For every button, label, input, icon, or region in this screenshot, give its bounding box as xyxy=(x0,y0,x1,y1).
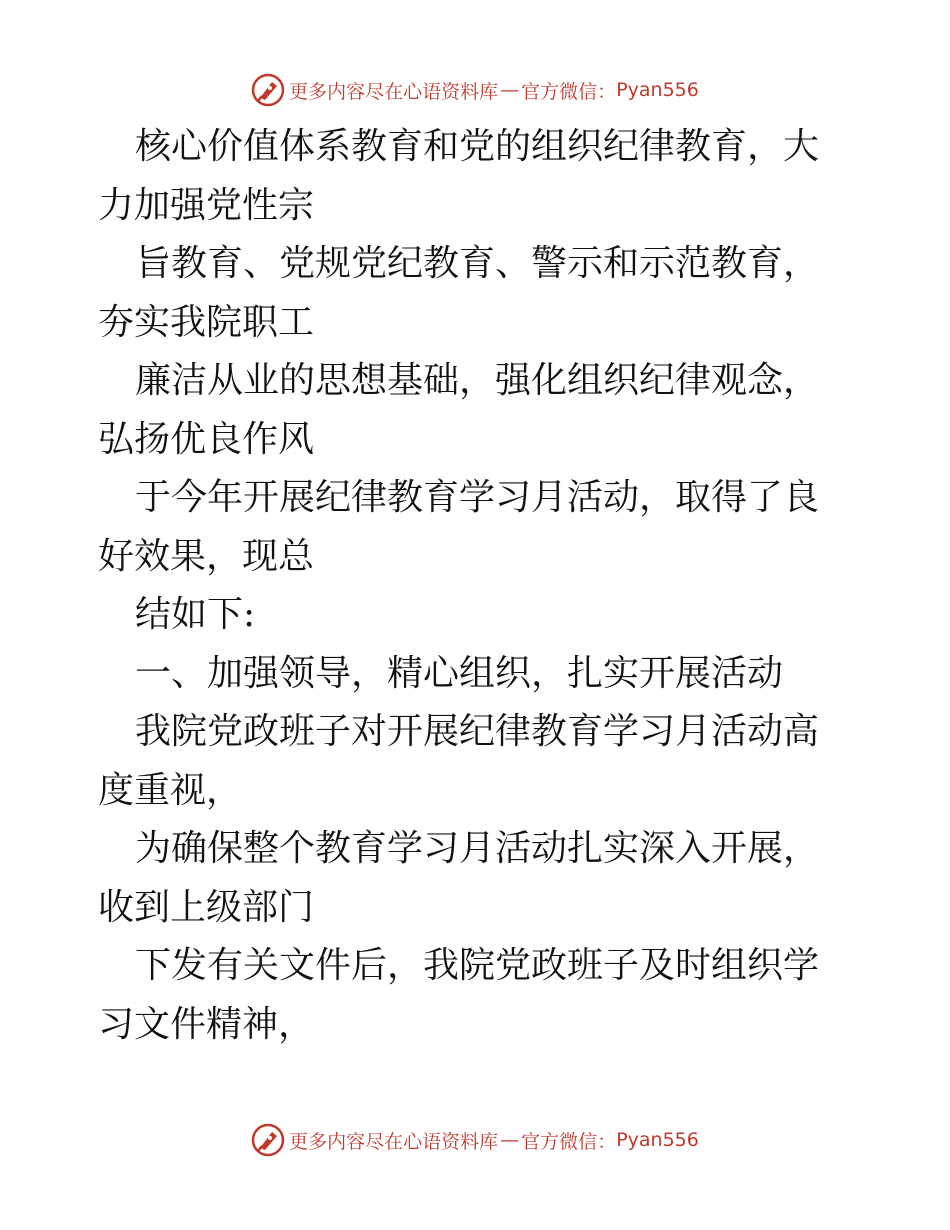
paragraph: 旨教育、党规党纪教育、警示和示范教育，夯实我院职工 xyxy=(98,243,820,343)
footer-watermark-banner xyxy=(0,1120,950,1160)
banner-wechat-id: Pyan556 xyxy=(616,1129,699,1151)
banner-text: 更多内容尽在心语资料库 xyxy=(289,1130,499,1153)
header-watermark-banner xyxy=(0,70,950,110)
banner-separator: — xyxy=(500,79,520,101)
banner-wechat-label: 官方微信： xyxy=(521,80,617,103)
pen-nib-logo-icon xyxy=(251,73,285,107)
paragraph: 结如下: xyxy=(135,594,256,635)
paragraph: 下发有关文件后，我院党政班子及时组织学习文件精神， xyxy=(98,945,820,1045)
paragraph: 我院党政班子对开展纪律教育学习月活动高度重视， xyxy=(98,711,820,811)
document-body xyxy=(98,118,854,1054)
paragraph: 为确保整个教育学习月活动扎实深入开展，收到上级部门 xyxy=(98,828,820,928)
banner-wechat-label: 官方微信： xyxy=(521,1130,617,1153)
paragraph: 核心价值体系教育和党的组织纪律教育，大力加强党性宗 xyxy=(98,126,820,226)
pen-nib-logo-icon xyxy=(251,1123,285,1157)
paragraph: 廉洁从业的思想基础，强化组织纪律观念，弘扬优良作风 xyxy=(98,360,820,460)
banner-separator: — xyxy=(500,1129,520,1151)
banner-wechat-id: Pyan556 xyxy=(616,79,699,101)
section-heading: 一、加强领导，精心组织，扎实开展活动 xyxy=(135,652,784,694)
banner-text: 更多内容尽在心语资料库 xyxy=(289,80,499,103)
paragraph: 于今年开展纪律教育学习月活动，取得了良好效果，现总 xyxy=(98,477,820,577)
